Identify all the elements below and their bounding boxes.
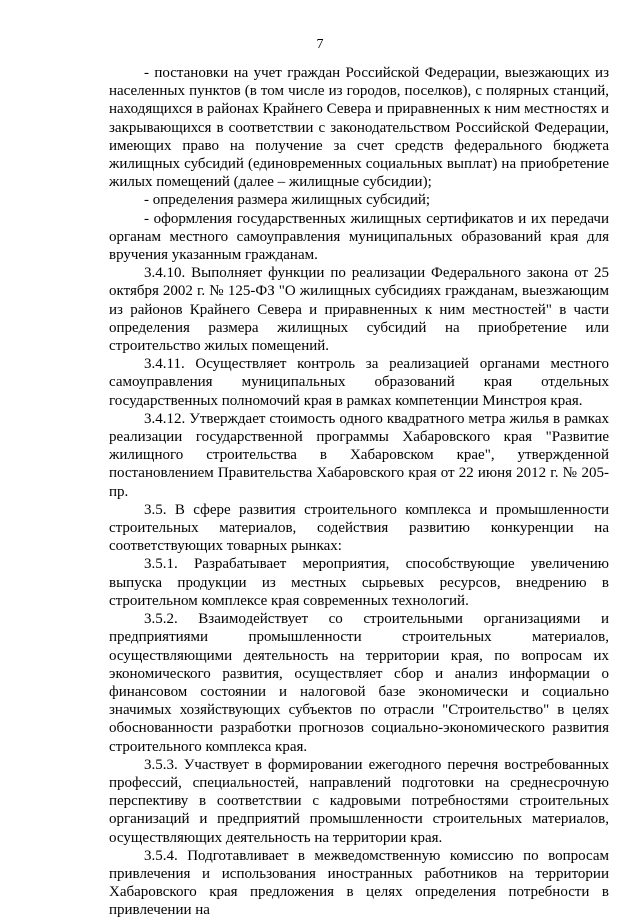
paragraph-3-5-3: 3.5.3. Участвует в формировании ежегодного перечня востребованных профессий, специальностей, направлений подготовки на среднесрочную перспективу в соответствии с кадровыми потребностями строительных организаций и предприятий промышленности строительных материалов, осуществляющих деятельность на территории края. bbox=[109, 756, 609, 846]
paragraph-registration-clause: - постановки на учет граждан Российской Федерации, выезжающих из населенных пунктов (в том числе из городов, поселков), с полярных станций, находящихся в районах Крайнего Севера и приравненных к ним местностях и закрывающихся в соответствии с законодательством Российской Федерации, имеющих право на получение за счет средств федерального бюджета жилищных субсидий (единовременных социальных выплат) на приобретение жилых помещений (далее – жилищные субсидии); bbox=[109, 65, 609, 191]
document-body bbox=[109, 64, 609, 920]
paragraph-3-4-11: 3.4.11. Осуществляет контроль за реализацией органами местного самоуправления муниципальных образований края отдельных государственных полномочий края в рамках компетенции Минстроя края. bbox=[109, 356, 609, 409]
paragraph-3-5-4: 3.5.4. Подготавливает в межведомственную комиссию по вопросам привлечения и использования иностранных работников на территории Хабаровского края предложения в целях определения потребности в привлечении на bbox=[109, 847, 609, 919]
paragraph-certificates-clause: - оформления государственных жилищных сертификатов и их передачи органам местного самоуправления муниципальных образований края для вручения указанным гражданам. bbox=[109, 210, 609, 264]
paragraph-3-5-1: 3.5.1. Разрабатывает мероприятия, способствующие увеличению выпуска продукции из местных сырьевых ресурсов, внедрению в строительном комплексе края современных технологий. bbox=[109, 556, 609, 609]
page-number: 7 bbox=[316, 37, 324, 52]
paragraph-3-4-10: 3.4.10. Выполняет функции по реализации Федерального закона от 25 октября 2002 г. № 125-ФЗ "О жилищных субсидиях гражданам, выезжающим из районов Крайнего Севера и приравненных к ним местностей" в части определения размера жилищных субсидий на приобретение или строительство жилых помещений. bbox=[109, 265, 609, 355]
paragraph-subsidy-size-clause: - определения размера жилищных субсидий; bbox=[144, 192, 431, 209]
paragraph-3-4-12: 3.4.12. Утверждает стоимость одного квадратного метра жилья в рамках реализации государственной программы Хабаровского края "Развитие жилищного строительства в Хабаровском крае", утвержденной постановлением Правительства Хабаровского края от 22 июня 2012 г. № 205-пр. bbox=[109, 410, 609, 500]
paragraph-3-5-2: 3.5.2. Взаимодействует со строительными организациями и предприятиями промышленности строительных материалов, осуществляющими деятельность на территории края, по вопросам их экономического развития, осуществляет сбор и анализ информации о финансовом состоянии и налоговой базе экономически и социально значимых хозяйствующих субъектов по отрасли "Строительство" в целях обоснованности разработки прогнозов социально-экономического развития строительного комплекса края. bbox=[109, 611, 609, 755]
paragraph-3-5: 3.5. В сфере развития строительного комплекса и промышленности строительных материалов, содействия развитию конкуренции на соответствующих товарных рынках: bbox=[109, 501, 609, 555]
